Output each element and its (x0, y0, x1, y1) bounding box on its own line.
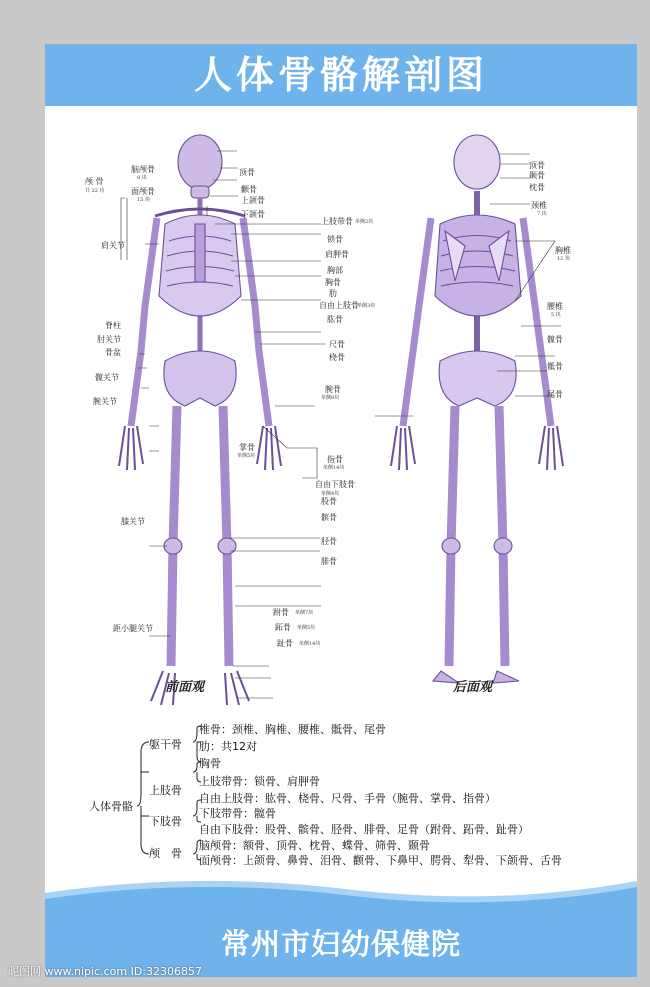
tree-lower-item-2: 自由下肢骨：股骨、髌骨、胫骨、腓骨、足骨（跗骨、跖骨、趾骨） (199, 823, 529, 836)
label-free-lower-count: 单侧4块 (321, 491, 340, 497)
hospital-name: 常州市妇幼保健院 (220, 927, 461, 961)
label-spine: 脊柱 (105, 321, 121, 330)
caption-back: 后面观 (453, 680, 493, 695)
label-hip-joint: 髋关节 (95, 373, 119, 382)
label-humerus: 肱骨 (327, 315, 343, 324)
label-radius: 桡骨 (329, 353, 345, 362)
label-back-lumbar: 腰椎 (547, 302, 563, 311)
label-parietal: 顶骨 (239, 168, 255, 177)
label-free-upper: 自由上肢骨 (319, 301, 359, 310)
tree-upper: 上肢骨 (149, 784, 182, 797)
front-pelvis (164, 351, 236, 406)
label-patella: 髌骨 (321, 513, 337, 522)
label-elbow-joint: 肘关节 (97, 335, 121, 344)
tree-trunk: 躯干骨 (149, 738, 182, 751)
label-pelvis: 骨盆 (105, 348, 121, 357)
label-back-parietal: 顶骨 (529, 161, 545, 170)
label-back-thoracic: 胸椎 (555, 246, 571, 255)
label-ulna: 尺骨 (329, 340, 345, 349)
tree-root: 人体骨骼 (89, 800, 133, 813)
tree-trunk-item-2: 肋：共12对 (199, 740, 257, 753)
label-mandible: 下颌骨 (241, 210, 265, 219)
label-back-cervical: 颈椎 (531, 201, 547, 210)
label-back-lumbar-count: 5 块 (551, 312, 561, 318)
tree-skull-item-1: 脑颅骨：额骨、顶骨、枕骨、蝶骨、筛骨、颞骨 (199, 839, 430, 852)
label-skull-count: 共 22 块 (85, 188, 105, 194)
label-carpal-count: 单侧8块 (321, 395, 340, 401)
tree-lower: 下肢骨 (149, 815, 182, 828)
label-metacarpal-count: 单侧5块 (237, 453, 256, 459)
label-back-thoracic-count: 12 块 (557, 256, 570, 262)
label-tibia: 胫骨 (321, 537, 337, 546)
tree-upper-item-1: 上肢带骨：锁骨、肩胛骨 (199, 775, 320, 788)
tree-skull-item-2: 面颅骨：上颌骨、鼻骨、泪骨、颧骨、下鼻甲、腭骨、犁骨、下颌骨、舌骨 (199, 854, 562, 867)
label-phalanges-count: 单侧14块 (323, 465, 345, 471)
label-skull: 颅 骨 (85, 177, 104, 186)
label-carpal: 腕骨 (325, 385, 341, 394)
label-free-upper-count: 单侧3块 (357, 303, 376, 309)
label-sternum: 胸骨 (325, 278, 341, 287)
back-ribcage (435, 215, 521, 316)
skeleton-figures (45, 106, 637, 746)
label-toe-count: 单侧14块 (299, 641, 321, 647)
label-shoulder-girdle-count: 单侧2块 (355, 219, 374, 225)
label-metacarpal: 掌骨 (239, 443, 255, 452)
label-back-sacrum: 骶骨 (547, 362, 563, 371)
label-knee-joint: 膝关节 (121, 517, 145, 526)
label-cranium-count: 8 块 (137, 175, 147, 181)
label-tarsal: 跗骨 (273, 608, 289, 617)
label-toe: 趾骨 (277, 639, 293, 648)
label-back-occipital: 枕骨 (529, 183, 545, 192)
caption-front: 前面观 (165, 680, 205, 695)
label-zygomatic: 颧骨 (241, 185, 257, 194)
tree-trunk-item-3: 胸骨 (199, 757, 221, 770)
tree-lower-item-1: 下肢带骨：髋骨 (199, 807, 276, 820)
label-clavicle: 锁骨 (327, 235, 343, 244)
back-skull (454, 135, 500, 189)
tree-trunk-item-1: 椎骨：颈椎、胸椎、腰椎、骶骨、尾骨 (199, 723, 386, 736)
label-metatarsal: 跖骨 (275, 623, 291, 632)
label-back-cervical-count: 7 块 (537, 211, 547, 217)
label-phalanges: 指骨 (327, 455, 343, 464)
label-femur: 股骨 (321, 497, 337, 506)
poster (45, 44, 637, 977)
page-title: 人体骨骼解剖图 (193, 53, 488, 97)
label-rib: 肋 (329, 289, 337, 298)
label-wrist-joint: 腕关节 (93, 397, 117, 406)
label-metatarsal-count: 单侧5块 (297, 625, 316, 631)
tree-skull: 颅 骨 (149, 847, 182, 860)
watermark: 昵图网 www.nipic.com ID:32306857 (8, 965, 202, 978)
label-back-coccyx: 尾骨 (547, 390, 563, 399)
tree-upper-item-2: 自由上肢骨：肱骨、桡骨、尺骨、手骨（腕骨、掌骨、指骨） (199, 792, 496, 805)
label-facial: 面颅骨 (131, 187, 155, 196)
label-maxilla: 上颌骨 (241, 196, 265, 205)
label-free-lower: 自由下肢骨 (315, 480, 355, 489)
label-facial-count: 15 块 (137, 197, 150, 203)
label-fibula: 腓骨 (321, 557, 337, 566)
label-tarsal-count: 单侧7块 (295, 610, 314, 616)
label-back-temporal: 颞骨 (529, 171, 545, 180)
label-cranium: 脑颅骨 (131, 165, 155, 174)
label-thorax: 胸部 (327, 266, 343, 275)
label-scapula: 肩胛骨 (325, 250, 349, 259)
label-ankle-joint: 距小腿关节 (113, 624, 153, 633)
front-skull (178, 135, 222, 189)
label-back-hip: 髋骨 (547, 335, 563, 344)
label-shoulder-joint: 肩关节 (101, 241, 125, 250)
back-pelvis (439, 351, 516, 406)
label-shoulder-girdle: 上肢带骨 (321, 217, 353, 226)
